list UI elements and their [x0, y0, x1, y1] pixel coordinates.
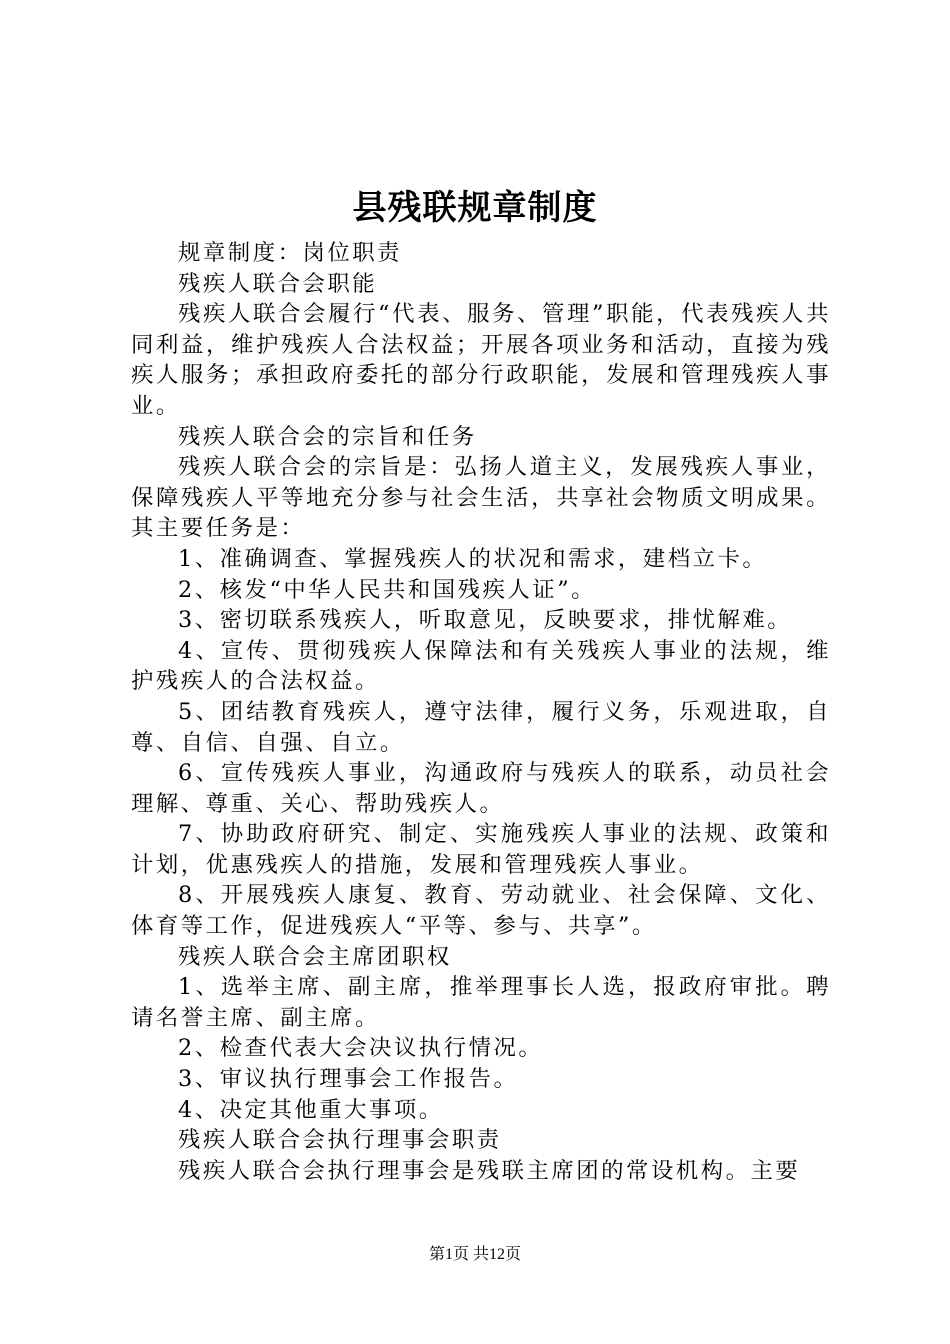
section-heading: 残疾人联合会职能: [178, 270, 378, 297]
list-item: 3、审议执行理事会工作报告。: [178, 1066, 519, 1093]
list-item: 3、密切联系残疾人，听取意见，反映要求，排忧解难。: [178, 607, 793, 634]
list-item: 5、团结教育残疾人，遵守法律，履行义务，乐观进取，自尊、自信、自强、自立。: [131, 698, 831, 756]
list-item: 8、开展残疾人康复、教育、劳动就业、社会保障、文化、体育等工作，促进残疾人“平等、参与、共享”。: [131, 882, 831, 940]
body-paragraph: 残疾人联合会的宗旨是：弘扬人道主义，发展残疾人事业，保障残疾人平等地充分参与社会生活，共享社会物质文明成果。其主要任务是：: [131, 454, 831, 542]
body-paragraph: 残疾人联合会执行理事会是残联主席团的常设机构。主要: [178, 1157, 801, 1184]
list-item: 4、宣传、贯彻残疾人保障法和有关残疾人事业的法规，维护残疾人的合法权益。: [131, 637, 831, 695]
list-item: 2、核发“中华人民共和国残疾人证”。: [178, 576, 597, 603]
list-item: 6、宣传残疾人事业，沟通政府与残疾人的联系，动员社会理解、尊重、关心、帮助残疾人。: [131, 760, 831, 817]
document-body: [131, 238, 831, 1186]
body-paragraph: 残疾人联合会履行“代表、服务、管理”职能，代表残疾人共同利益，维护残疾人合法权益；开展各项业务和活动，直接为残疾人服务；承担政府委托的部分行政职能，发展和管理残疾人事业。: [131, 301, 831, 419]
section-heading: 残疾人联合会主席团职权: [178, 943, 452, 970]
list-item: 1、准确调查、掌握残疾人的状况和需求，建档立卡。: [178, 545, 768, 572]
list-item: 2、检查代表大会决议执行情况。: [178, 1035, 544, 1062]
list-item: 4、决定其他重大事项。: [178, 1096, 444, 1123]
page-title: 县残联规章制度: [352, 188, 598, 228]
list-item: 7、协助政府研究、制定、实施残疾人事业的法规、政策和计划，优惠残疾人的措施，发展和管理残疾人事业。: [131, 821, 831, 878]
section-heading: 规章制度：岗位职责: [178, 240, 403, 266]
section-heading: 残疾人联合会执行理事会职责: [178, 1127, 502, 1154]
page-number: 第1页 共12页: [428, 1246, 521, 1263]
list-item: 1、选举主席、副主席，推举理事长人选，报政府审批。聘请名誉主席、副主席。: [131, 974, 831, 1031]
section-heading: 残疾人联合会的宗旨和任务: [178, 423, 477, 450]
